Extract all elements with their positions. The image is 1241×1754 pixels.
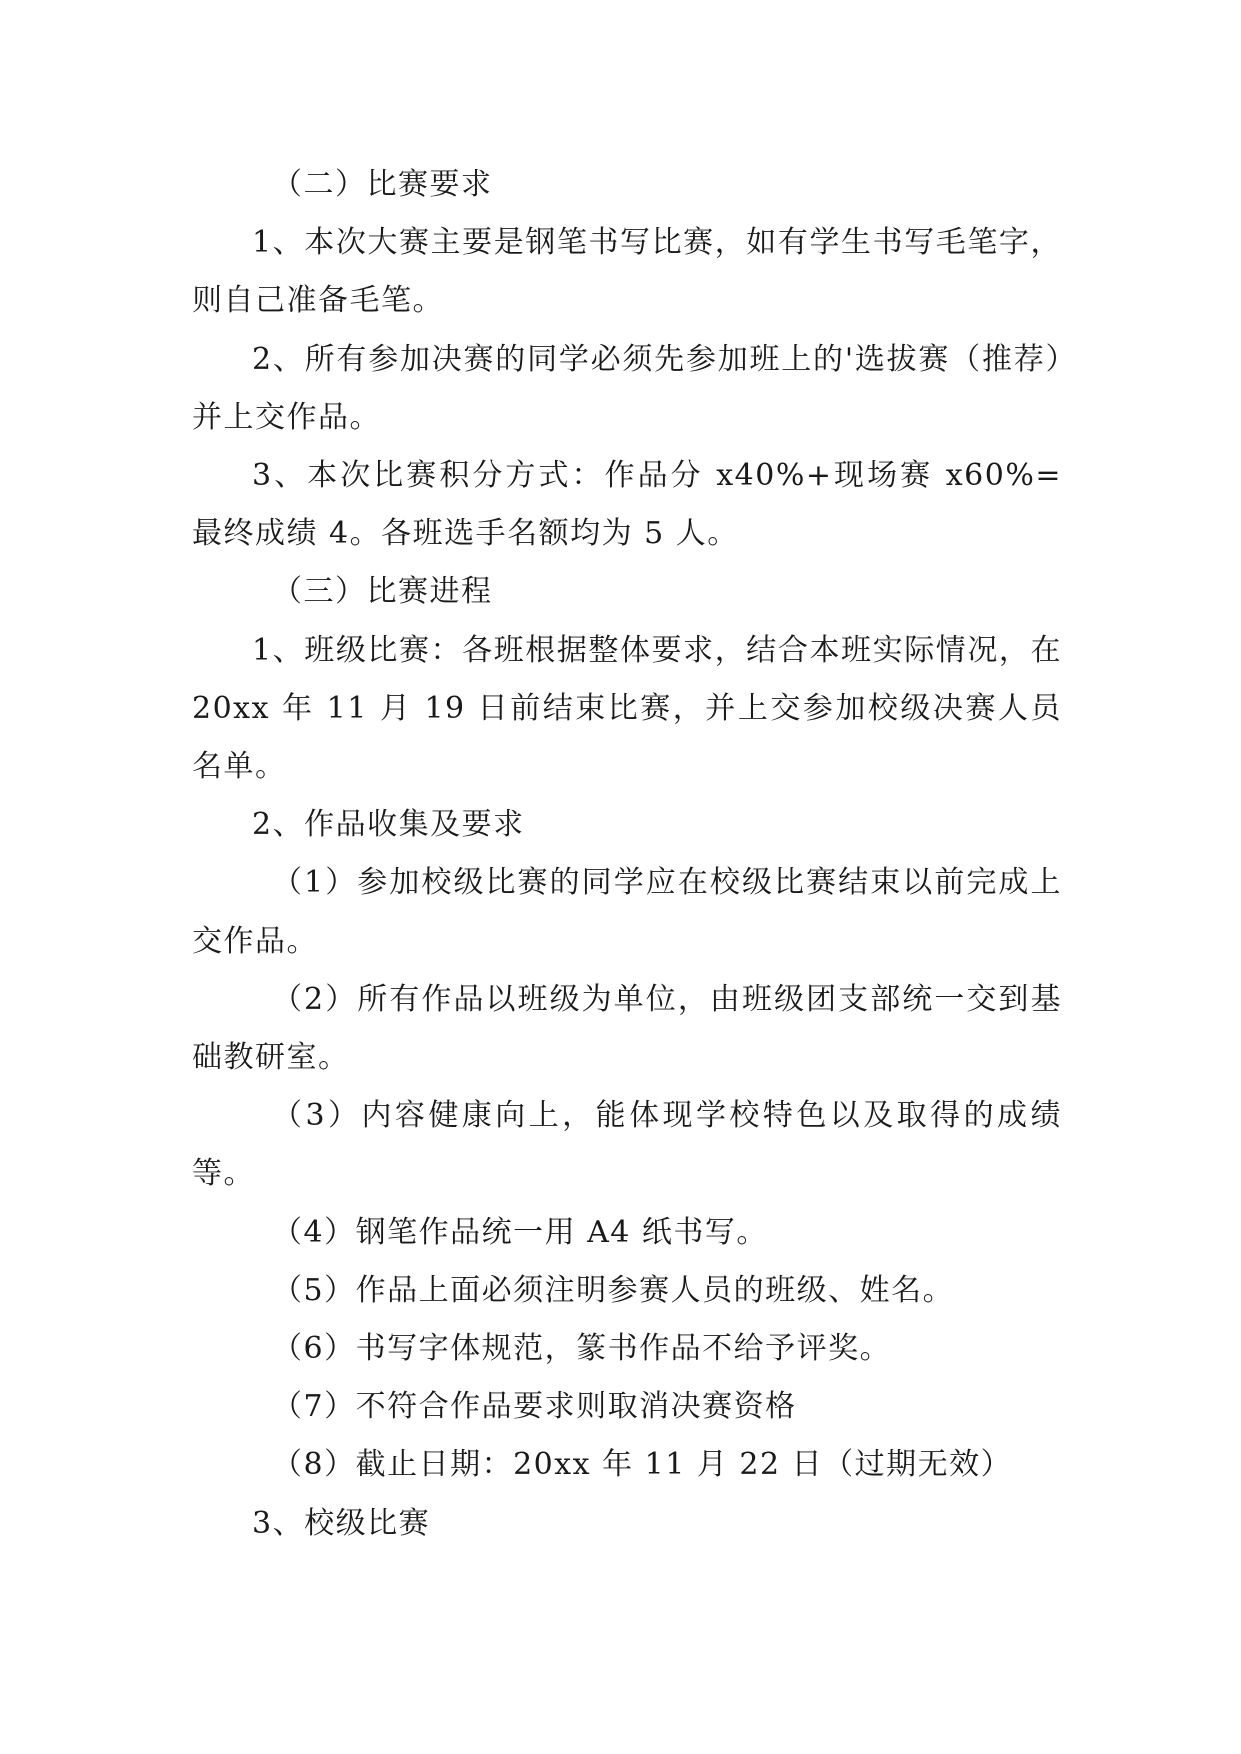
paragraph: 2、所有参加决赛的同学必须先参加班上的'选拔赛（推荐）并上交作品。 [192,341,1062,435]
section-heading-requirements: （二）比赛要求 [272,167,493,202]
list-item: （8）截止日期：20xx 年 11 月 22 日（过期无效） [272,1447,1013,1483]
paragraph: 1、班级比赛：各班根据整体要求，结合本班实际情况，在 20xx 年 11 月 19 日前结束比赛，并上交参加校级决赛人员名单。 [192,632,1062,785]
section-heading-process: （三）比赛进程 [272,574,493,610]
document-body [192,156,1062,1553]
list-item: （2）所有作品以班级为单位，由班级团支部统一交到基础教研室。 [192,981,1062,1076]
list-item: （7）不符合作品要求则取消决赛资格 [272,1389,797,1425]
list-item: （1）参加校级比赛的同学应在校级比赛结束以前完成上交作品。 [192,865,1062,959]
paragraph: 2、作品收集及要求 [252,807,525,843]
paragraph: 3、校级比赛 [252,1505,431,1541]
list-item: （4）钢笔作品统一用 A4 纸书写。 [272,1214,768,1250]
list-item: （3）内容健康向上，能体现学校特色以及取得的成绩等。 [192,1098,1062,1192]
list-item: （5）作品上面必须注明参赛人员的班级、姓名。 [272,1272,955,1308]
paragraph: 3、本次比赛积分方式：作品分 x40%+现场赛 x60%=最终成绩 4。各班选手名额均为 5 人。 [192,458,1062,552]
list-item: （6）书写字体规范，篆书作品不给予评奖。 [272,1331,892,1367]
paragraph: 1、本次大赛主要是钢笔书写比赛，如有学生书写毛笔字，则自己准备毛笔。 [192,225,1062,319]
